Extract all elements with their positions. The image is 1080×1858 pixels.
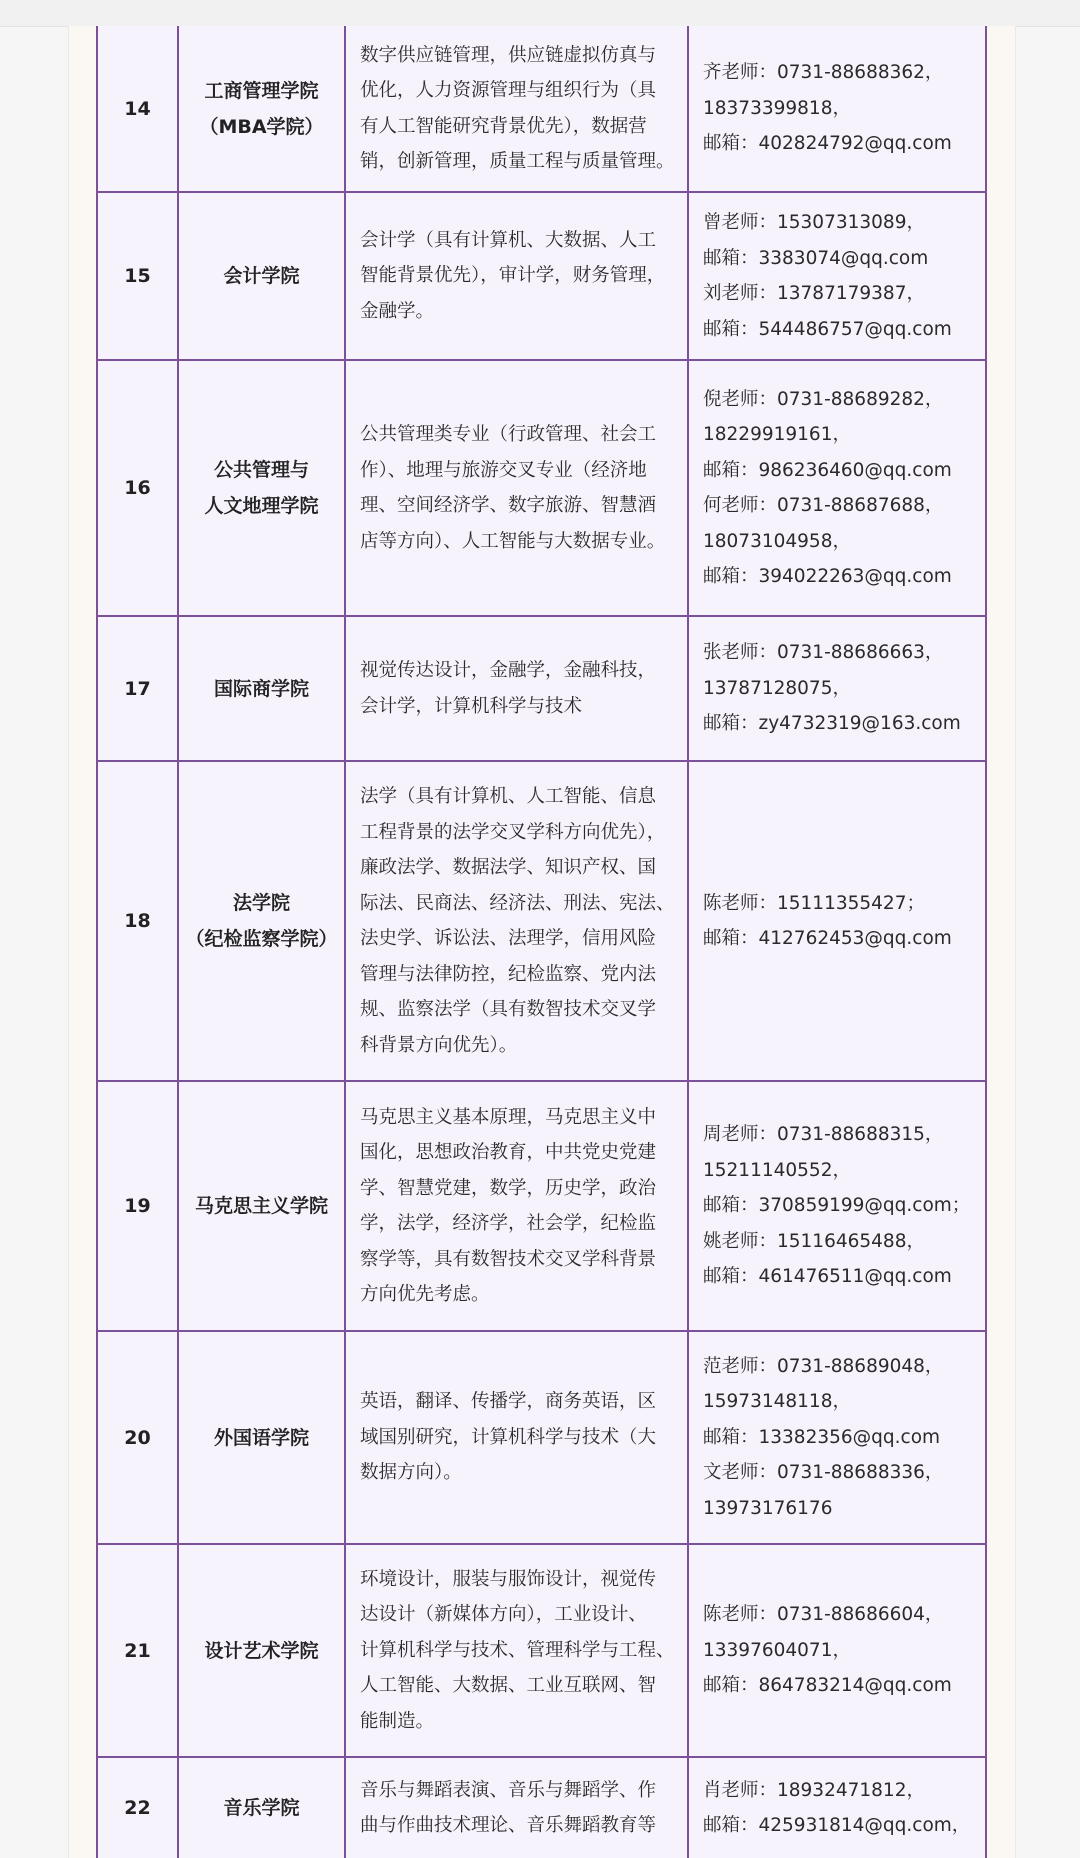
college-name: 外国语学院 <box>179 1332 346 1543</box>
table-row <box>98 762 985 1082</box>
contacts-text: 齐老师：0731-88688362， 18373399818， 邮箱：402824792@qq.com <box>703 62 952 155</box>
table-row <box>98 193 985 361</box>
college-name: 公共管理与 人文地理学院 <box>179 361 346 615</box>
college-name: 音乐学院 <box>179 1758 346 1858</box>
majors-text: 公共管理类专业（行政管理、社会工 作）、地理与旅游交叉专业（经济地 理、空间经济学、数字旅游、智慧酒 店等方向）、人工智能与大数据专业。 <box>346 361 689 615</box>
contacts-text: 肖老师：18932471812， 邮箱：425931814@qq.com， <box>703 1779 971 1836</box>
table-row <box>98 1545 985 1758</box>
contacts-text: 曾老师：15307313089， 邮箱：3383074@qq.com 刘老师：13787179387， 邮箱：544486757@qq.com <box>703 212 952 340</box>
college-name: 会计学院 <box>179 193 346 359</box>
majors-text: 数字供应链管理，供应链虚拟仿真与 优化，人力资源管理与组织行为（具 有人工智能研究背景优先），数据营 销，创新管理，质量工程与质量管理。 <box>346 26 689 191</box>
table-row <box>98 361 985 617</box>
majors-text: 环境设计，服装与服饰设计，视觉传 达设计（新媒体方向），工业设计、 计算机科学与技术、管理科学与工程、 人工智能、大数据、工业互联网、智 能制造。 <box>346 1545 689 1756</box>
row-number: 19 <box>98 1082 179 1330</box>
document-page <box>68 26 1016 1858</box>
college-name: 马克思主义学院 <box>179 1082 346 1330</box>
contacts-text: 倪老师：0731-88689282， 18229919161， 邮箱：986236460@qq.com 何老师：0731-88687688， 18073104958， 邮箱：394022263@qq.com <box>703 388 952 587</box>
contacts-text: 张老师：0731-88686663， 13787128075， 邮箱：zy4732319@163.com <box>703 642 961 735</box>
table-row <box>98 1758 985 1858</box>
row-number: 17 <box>98 617 179 760</box>
row-number: 16 <box>98 361 179 615</box>
college-name: 国际商学院 <box>179 617 346 760</box>
table-row <box>98 26 985 193</box>
majors-text: 法学（具有计算机、人工智能、信息 工程背景的法学交叉学科方向优先）， 廉政法学、数据法学、知识产权、国 际法、民商法、经济法、刑法、宪法、 法史学、诉讼法、法理学，信用风险 管理与法律防控，纪检监察、党内法 规、监察法学（具有数智技术交叉学 科背景方向优先）。 <box>346 762 689 1080</box>
row-number: 20 <box>98 1332 179 1543</box>
table-row <box>98 1332 985 1545</box>
college-name: 法学院 （纪检监察学院） <box>179 762 346 1080</box>
contacts-text: 范老师：0731-88689048， 15973148118， 邮箱：13382356@qq.com 文老师：0731-88688336， 13973176176 <box>703 1355 944 1519</box>
row-number: 14 <box>98 26 179 191</box>
row-number: 22 <box>98 1758 179 1858</box>
majors-text: 视觉传达设计，金融学，金融科技， 会计学，计算机科学与技术 <box>346 617 689 760</box>
college-name: 工商管理学院 （MBA学院） <box>179 26 346 191</box>
row-number: 21 <box>98 1545 179 1756</box>
majors-text: 英语，翻译、传播学，商务英语，区 域国别研究，计算机科学与技术（大 数据方向）。 <box>346 1332 689 1543</box>
college-name: 设计艺术学院 <box>179 1545 346 1756</box>
majors-text: 会计学（具有计算机、大数据、人工 智能背景优先），审计学，财务管理， 金融学。 <box>346 193 689 359</box>
contacts-text: 陈老师：0731-88686604， 13397604071， 邮箱：864783214@qq.com <box>703 1604 952 1697</box>
table-row <box>98 617 985 762</box>
college-contact-table <box>96 26 987 1858</box>
top-bar <box>0 0 1080 27</box>
majors-text: 马克思主义基本原理，马克思主义中 国化，思想政治教育，中共党史党建 学、智慧党建，数学，历史学，政治 学，法学，经济学，社会学，纪检监 察学等，具有数智技术交叉学科背景 方向优先考虑。 <box>346 1082 689 1330</box>
majors-text: 音乐与舞蹈表演、音乐与舞蹈学、作 曲与作曲技术理论、音乐舞蹈教育等 <box>346 1758 689 1858</box>
contacts-text: 陈老师：15111355427； 邮箱：412762453@qq.com <box>703 892 952 949</box>
row-number: 15 <box>98 193 179 359</box>
contacts-text: 周老师：0731-88688315， 15211140552， 邮箱：370859199@qq.com； 姚老师：15116465488， 邮箱：461476511@qq.com <box>703 1124 971 1288</box>
table-row <box>98 1082 985 1332</box>
row-number: 18 <box>98 762 179 1080</box>
